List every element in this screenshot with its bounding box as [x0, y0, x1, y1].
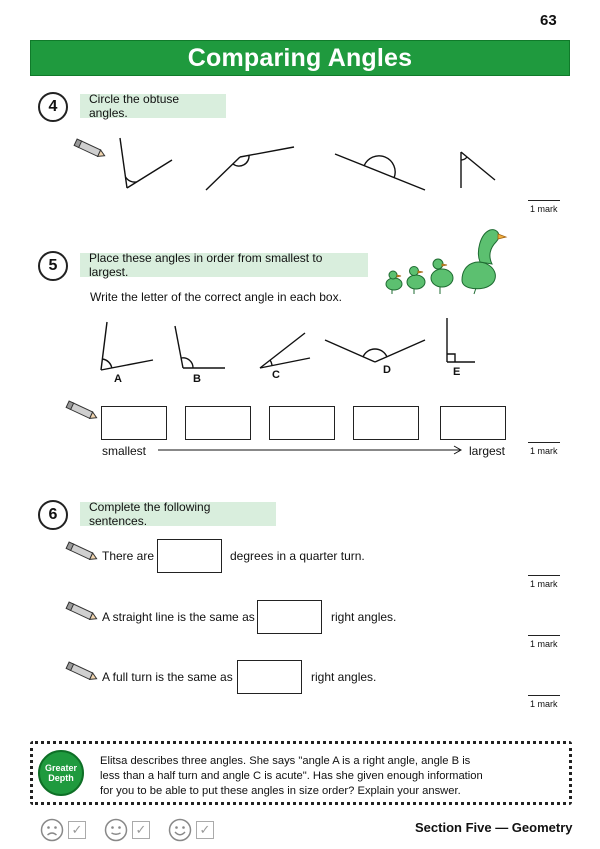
- tick-box-icon[interactable]: ✓: [196, 821, 214, 839]
- q5-answer-box-3[interactable]: [269, 406, 335, 440]
- q5-letter-c: C: [272, 369, 280, 381]
- q6-mark-line-3: [528, 695, 560, 696]
- pencil-icon: [64, 541, 98, 563]
- sad-face-icon[interactable]: [40, 818, 64, 842]
- section-footer: Section Five — Geometry: [415, 820, 573, 835]
- question-6-number: 6: [38, 500, 68, 530]
- q4-angle-3: [335, 154, 425, 190]
- q5-letter-d: D: [383, 364, 391, 376]
- q6-sentence-2-start: A straight line is the same as: [102, 610, 255, 624]
- neutral-face-icon[interactable]: [104, 818, 128, 842]
- question-4-angles: [100, 130, 520, 200]
- greater-depth-line-3: for you to be able to put these angles in size order? Explain your answer.: [100, 785, 461, 797]
- q6-sentence-3-start: A full turn is the same as: [102, 670, 233, 684]
- order-arrow: [158, 444, 468, 456]
- greater-depth-line-2: less than a half turn and angle C is acute". Has she given enough information: [100, 770, 483, 782]
- q6-mark-label-1: 1 mark: [530, 579, 558, 589]
- q6-sentence-1-end: degrees in a quarter turn.: [230, 549, 365, 563]
- question-5-number: 5: [38, 251, 68, 281]
- page-number: 63: [540, 12, 557, 29]
- tick-box-icon[interactable]: ✓: [68, 821, 86, 839]
- question-5-subtext: Write the letter of the correct angle in each box.: [90, 290, 342, 304]
- tick-box-icon[interactable]: ✓: [132, 821, 150, 839]
- pencil-icon: [64, 400, 98, 422]
- q5-angle-b: [175, 326, 225, 368]
- page-title: Comparing Angles: [187, 43, 413, 72]
- happy-face-icon[interactable]: [168, 818, 192, 842]
- q6-answer-box-2[interactable]: [257, 600, 322, 634]
- q5-mark-line: [528, 442, 560, 443]
- greater-depth-badge-line-2: Depth: [48, 773, 74, 783]
- q5-answer-box-4[interactable]: [353, 406, 419, 440]
- q5-answer-box-2[interactable]: [185, 406, 251, 440]
- q4-mark-line: [528, 200, 560, 201]
- question-4-number: 4: [38, 92, 68, 122]
- q6-answer-box-1[interactable]: [157, 539, 222, 573]
- q5-smallest-label: smallest: [102, 444, 147, 458]
- title-bar: [30, 40, 570, 76]
- q6-sentence-1-start: There are: [102, 549, 155, 563]
- q5-answer-box-5[interactable]: [440, 406, 506, 440]
- q5-answer-box-1[interactable]: [101, 406, 167, 440]
- q6-mark-label-3: 1 mark: [530, 699, 558, 709]
- q5-letter-e: E: [453, 366, 461, 378]
- greater-depth-line-1: Elitsa describes three angles. She says "angle A is a right angle, angle B is: [100, 755, 471, 767]
- pencil-icon: [64, 661, 98, 683]
- q5-angle-c: [260, 333, 310, 368]
- question-4-instruction: Circle the obtuse angles.: [80, 94, 226, 118]
- q6-sentence-3-end: right angles.: [311, 670, 377, 684]
- greater-depth-badge-line-1: Greater: [44, 763, 78, 773]
- q5-letter-b: B: [193, 373, 201, 385]
- q5-angle-e: [447, 318, 475, 362]
- q4-angle-1: [120, 138, 172, 188]
- question-6-instruction: Complete the following sentences.: [80, 502, 276, 526]
- question-5-angles: [95, 310, 475, 385]
- greater-depth-badge: [38, 750, 84, 796]
- duck-family-illustration: [380, 222, 510, 296]
- q5-largest-label: largest: [469, 444, 506, 458]
- q4-angle-4: [461, 152, 495, 188]
- q4-angle-2: [206, 147, 294, 190]
- q6-sentence-2-end: right angles.: [331, 610, 397, 624]
- q5-angle-a: [101, 322, 153, 370]
- pencil-icon: [64, 601, 98, 623]
- q4-mark-label: 1 mark: [530, 204, 558, 214]
- q5-angle-d: [325, 340, 425, 362]
- q6-answer-box-3[interactable]: [237, 660, 302, 694]
- q5-mark-label: 1 mark: [530, 446, 558, 456]
- question-5-instruction: Place these angles in order from smallest to largest.: [80, 253, 368, 277]
- q5-letter-a: A: [114, 373, 122, 385]
- greater-depth-question: [100, 754, 520, 799]
- q6-mark-line-2: [528, 635, 560, 636]
- q6-mark-line-1: [528, 575, 560, 576]
- q6-mark-label-2: 1 mark: [530, 639, 558, 649]
